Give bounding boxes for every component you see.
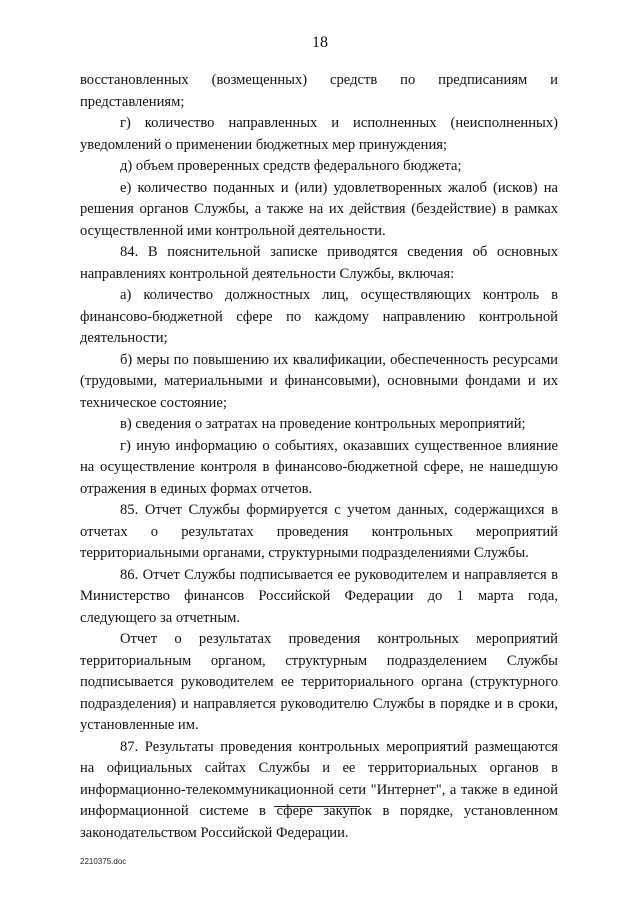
paragraph: д) объем проверенных средств федерального бюджета; — [120, 158, 462, 174]
end-separator-line — [274, 806, 360, 807]
paragraph: е) количество поданных и (или) удовлетворенных жалоб (исков) на решения органов Службы, а также на их действия (бездействие) в рамках осуществленной ими контрольной деятельности. — [80, 179, 558, 239]
paragraph: восстановленных (возмещенных) средств по предписаниям и представлениям; — [80, 72, 558, 110]
document-body — [80, 70, 558, 844]
file-name: 2210375.doc — [80, 857, 127, 866]
paragraph: Отчет о результатах проведения контрольных мероприятий территориальным органом, структурным подразделением Службы подписывается руководителем ее территориального органа (структурного подразделения) и направляется руководителю Службы в порядке и в сроки, установленные им. — [80, 631, 558, 733]
paragraph: в) сведения о затратах на проведение контрольных мероприятий; — [120, 416, 526, 432]
paragraph: 84. В пояснительной записке приводятся сведения об основных направлениях контрольной деятельности Службы, включая: — [80, 244, 558, 282]
paragraph: г) количество направленных и исполненных (неисполненных) уведомлений о применении бюджетных мер принуждения; — [80, 115, 558, 153]
paragraph: 85. Отчет Службы формируется с учетом данных, содержащихся в отчетах о результатах проведения контрольных мероприятий территориальными органами, структурными подразделениями Службы. — [80, 502, 558, 561]
paragraph: 86. Отчет Службы подписывается ее руководителем и направляется в Министерство финансов Российской Федерации до 1 марта года, следующего за отчетным. — [80, 566, 558, 626]
paragraph: а) количество должностных лиц, осуществляющих контроль в финансово-бюджетной сфере по каждому направлению контрольной деятельности; — [80, 287, 558, 346]
paragraph: б) меры по повышению их квалификации, обеспеченность ресурсами (трудовыми, материальными и финансовыми), основными фондами и их техническое состояние; — [80, 351, 558, 411]
paragraph: г) иную информацию о событиях, оказавших существенное влияние на осуществление контроля в финансово-бюджетной сфере, не нашедшую отражения в единых формах отчетов. — [80, 437, 558, 497]
page-number: 18 — [312, 34, 328, 51]
paragraph: 87. Результаты проведения контрольных мероприятий размещаются на официальных сайтах Службы и ее территориальных органов в информационно-телекоммуникационной сети "Интернет", а также в единой информационной системе в сфере закупок в порядке, установленном законодательством Российской Федерации. — [80, 738, 558, 841]
